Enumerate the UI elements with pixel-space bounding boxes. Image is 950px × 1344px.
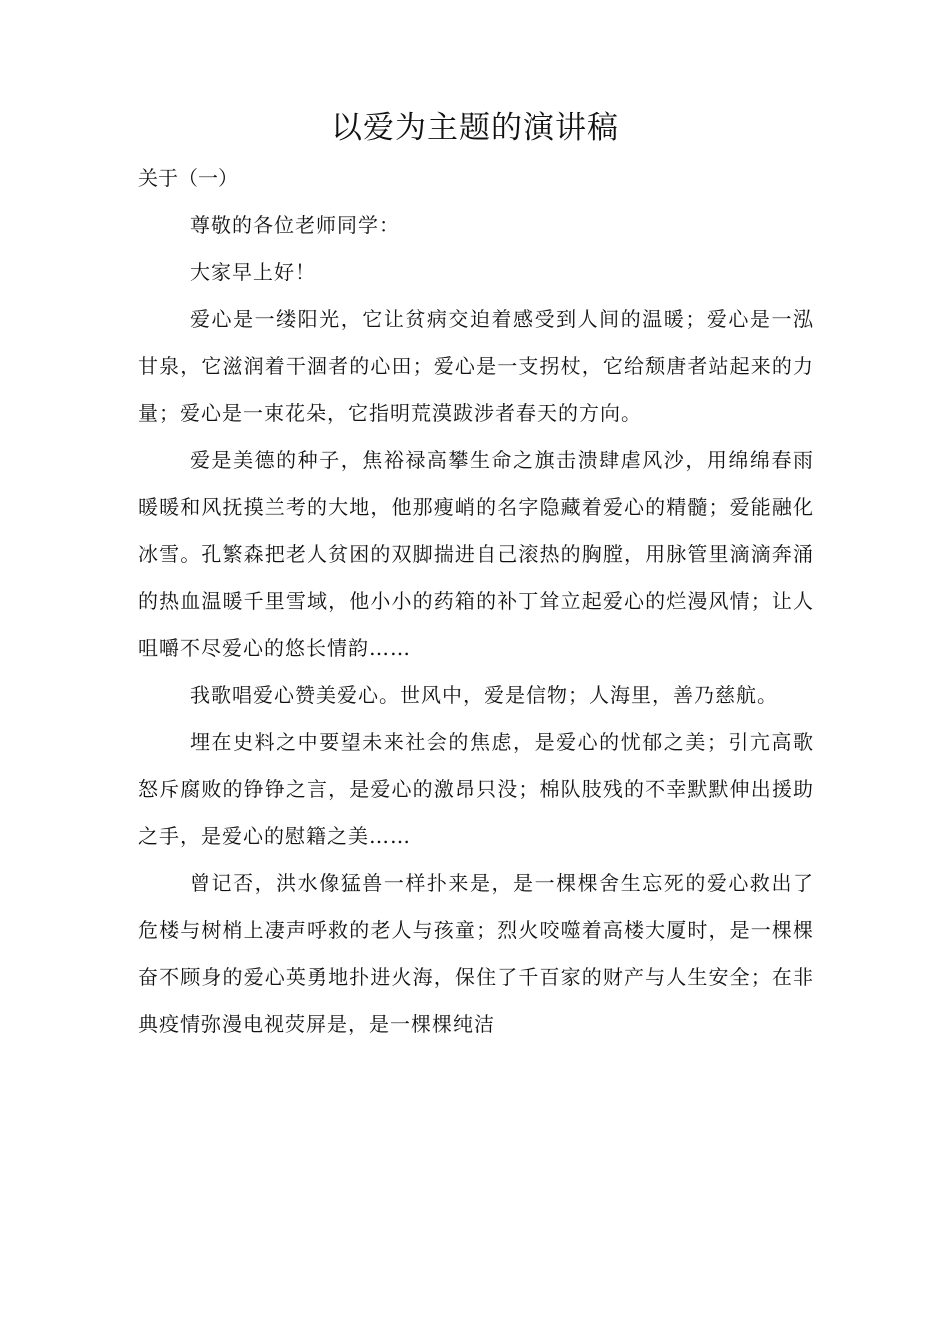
document-body [138, 155, 814, 1048]
salutation: 尊敬的各位老师同学： [190, 213, 400, 237]
document-title: 以爱为主题的演讲稿 [331, 110, 619, 146]
section-label: 关于（一） [138, 166, 238, 190]
paragraph: 埋在史料之中要望未来社会的焦虑，是爱心的忧郁之美；引亢高歌怒斥腐败的铮铮之言，是爱心的激昂只没；棉队肢残的不幸默默伸出援助之手，是爱心的慰籍之美…… [138, 730, 814, 848]
paragraph: 我歌唱爱心赞美爱心。世风中，爱是信物；人海里，善乃慈航。 [190, 683, 778, 707]
paragraph: 爱是美德的种子，焦裕禄高攀生命之旗击溃肆虐风沙，用绵绵春雨暖暖和风抚摸兰考的大地，他那瘦峭的名字隐藏着爱心的精髓；爱能融化冰雪。孔繁森把老人贫困的双脚揣进自己滚热的胸膛，用脉管里滴滴奔涌的热血温暖千里雪域，他小小的药箱的补丁耸立起爱心的烂漫风情；让人咀嚼不尽爱心的悠长情韵…… [138, 448, 814, 660]
paragraph: 曾记否，洪水像猛兽一样扑来是，是一棵棵舍生忘死的爱心救出了危楼与树梢上凄声呼救的老人与孩童；烈火咬噬着高楼大厦时，是一棵棵奋不顾身的爱心英勇地扑进火海，保住了千百家的财产与人生安全；在非典疫情弥漫电视荧屏是，是一棵棵纯洁 [138, 871, 814, 1036]
greeting: 大家早上好！ [190, 260, 316, 284]
paragraph: 爱心是一缕阳光，它让贫病交迫着感受到人间的温暖；爱心是一泓甘泉，它滋润着干涸者的心田；爱心是一支拐杖，它给颓唐者站起来的力量；爱心是一束花朵，它指明荒漠跋涉者春天的方向。 [138, 307, 814, 425]
